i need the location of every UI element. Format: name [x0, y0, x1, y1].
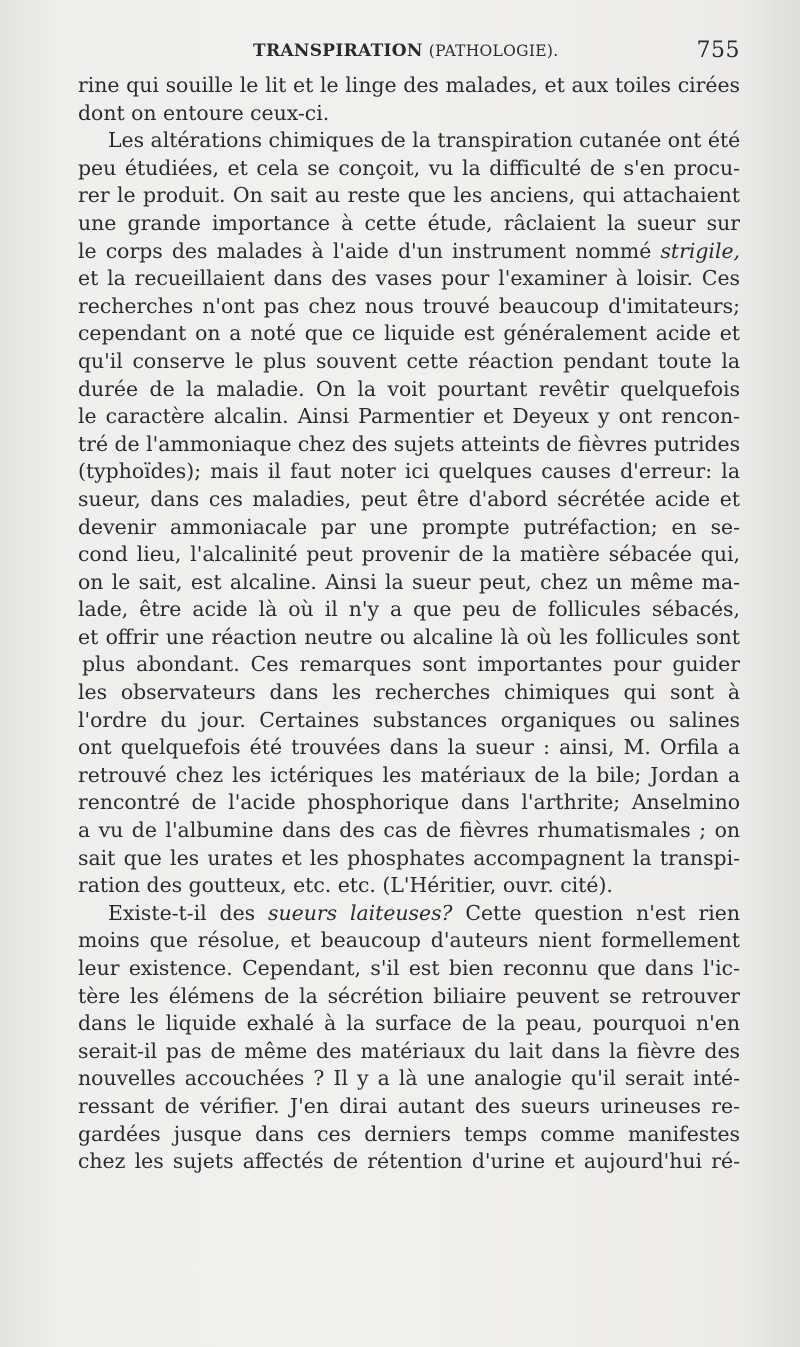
- text-line: ration des goutteux, etc. etc. (L'Héritier, ouvr. cité).: [78, 873, 613, 898]
- page-number: 755: [696, 38, 740, 63]
- text-line: a vu de l'albumine dans des cas de fièvres rhumatismales ; on: [78, 818, 740, 843]
- text-line: on le sait, est alcaline. Ainsi la sueur peut, chez un même ma-: [78, 569, 740, 594]
- text-line: retrouvé chez les ictériques les matériaux de la bile; Jordan a: [78, 762, 740, 787]
- text-line: sueur, dans ces maladies, peut être d'abord sécrétée acide et: [78, 486, 740, 511]
- text-line-with-italic: [78, 238, 740, 266]
- running-head-subtitle: (PATHOLOGIE).: [428, 42, 559, 60]
- paragraph-2: [78, 127, 740, 900]
- text-line-with-italic: [78, 900, 740, 928]
- text-line: moins que résolue, et beaucoup d'auteurs nient formellement: [78, 928, 740, 953]
- text-line: leur existence. Cependant, s'il est bien reconnu que dans l'ic-: [78, 956, 740, 980]
- text-line: dans le liquide exhalé à la surface de la peau, pourquoi n'en: [78, 1011, 740, 1036]
- text-line: ont quelquefois été trouvées dans la sueur : ainsi, M. Orfila a: [78, 735, 740, 760]
- text-line: et offrir une réaction neutre ou alcaline là où les follicules sont: [78, 624, 740, 649]
- text-line: rine qui souille le lit et le linge des malades, et aux toiles cirées: [78, 73, 740, 97]
- text-line: serait-il pas de même des matériaux du lait dans la fièvre des: [78, 1038, 740, 1063]
- text-line: une grande importance à cette étude, râclaient la sueur sur: [78, 210, 740, 235]
- text-line: dont on entoure ceux-ci.: [78, 100, 330, 125]
- text-segment: Cette question n'est rien: [465, 900, 740, 925]
- text-line: tré de l'ammoniaque chez des sujets atteints de fièvres putrides: [78, 431, 740, 456]
- text-line: recherches n'ont pas chez nous trouvé beaucoup d'imitateurs;: [78, 293, 740, 318]
- paragraph-3: [78, 900, 740, 1176]
- text-line: et la recueillaient dans des vases pour l'examiner à loisir. Ces: [78, 266, 740, 291]
- text-line: cependant on a noté que ce liquide est généralement acide et: [78, 321, 740, 346]
- text-line: lade, être acide là où il n'y a que peu de follicules sébacés,: [78, 597, 740, 622]
- text-line: chez les sujets affectés de rétention d'urine et aujourd'hui ré-: [78, 1149, 740, 1174]
- text-line: Les altérations chimiques de la transpiration cutanée ont été: [108, 128, 740, 153]
- text-line: cond lieu, l'alcalinité peut provenir de la matière sébacée qui,: [78, 542, 740, 567]
- text-segment: le corps des malades à l'aide d'un instrument nommé: [78, 238, 652, 263]
- text-line: gardées jusque dans ces derniers temps comme manifestes: [78, 1121, 740, 1146]
- text-line: (typhoïdes); mais il faut noter ici quelques causes d'erreur: la: [78, 459, 740, 484]
- body-text: [78, 72, 740, 1176]
- text-line: l'ordre du jour. Certaines substances organiques ou salines: [78, 707, 740, 732]
- text-line: rer le produit. On sait au reste que les anciens, qui attachaient: [78, 183, 740, 208]
- page-header: [78, 40, 740, 74]
- text-line: peu étudiées, et cela se conçoit, vu la difficulté de s'en procu-: [78, 155, 740, 180]
- italic-phrase: sueurs laiteuses?: [268, 900, 453, 925]
- text-line: le caractère alcalin. Ainsi Parmentier et Deyeux y ont rencon-: [78, 404, 740, 429]
- text-line: sait que les urates et les phosphates accompagnent la transpi-: [78, 845, 740, 870]
- text-line: tère les élémens de la sécrétion biliaire peuvent se retrouver: [78, 983, 740, 1008]
- running-head: [253, 40, 558, 61]
- text-line: ressant de vérifier. J'en dirai autant des sueurs urineuses re-: [78, 1093, 740, 1118]
- text-segment: Existe-t-il des: [108, 900, 256, 925]
- text-line: nouvelles accouchées ? Il y a là une analogie qu'il serait inté-: [78, 1066, 740, 1091]
- italic-term: strigile,: [660, 238, 740, 263]
- text-line: rencontré de l'acide phosphorique dans l'arthrite; Anselmino: [78, 790, 740, 815]
- text-line: plus abondant. Ces remarques sont importantes pour guider: [82, 652, 740, 677]
- text-line: devenir ammoniacale par une prompte putréfaction; en se-: [78, 514, 740, 539]
- paragraph-1: [78, 72, 740, 127]
- text-line: qu'il conserve le plus souvent cette réaction pendant toute la: [78, 348, 740, 373]
- running-head-title: TRANSPIRATION: [253, 41, 423, 61]
- text-line: les observateurs dans les recherches chimiques qui sont à: [78, 680, 740, 705]
- text-line: durée de la maladie. On la voit pourtant revêtir quelquefois: [78, 376, 740, 401]
